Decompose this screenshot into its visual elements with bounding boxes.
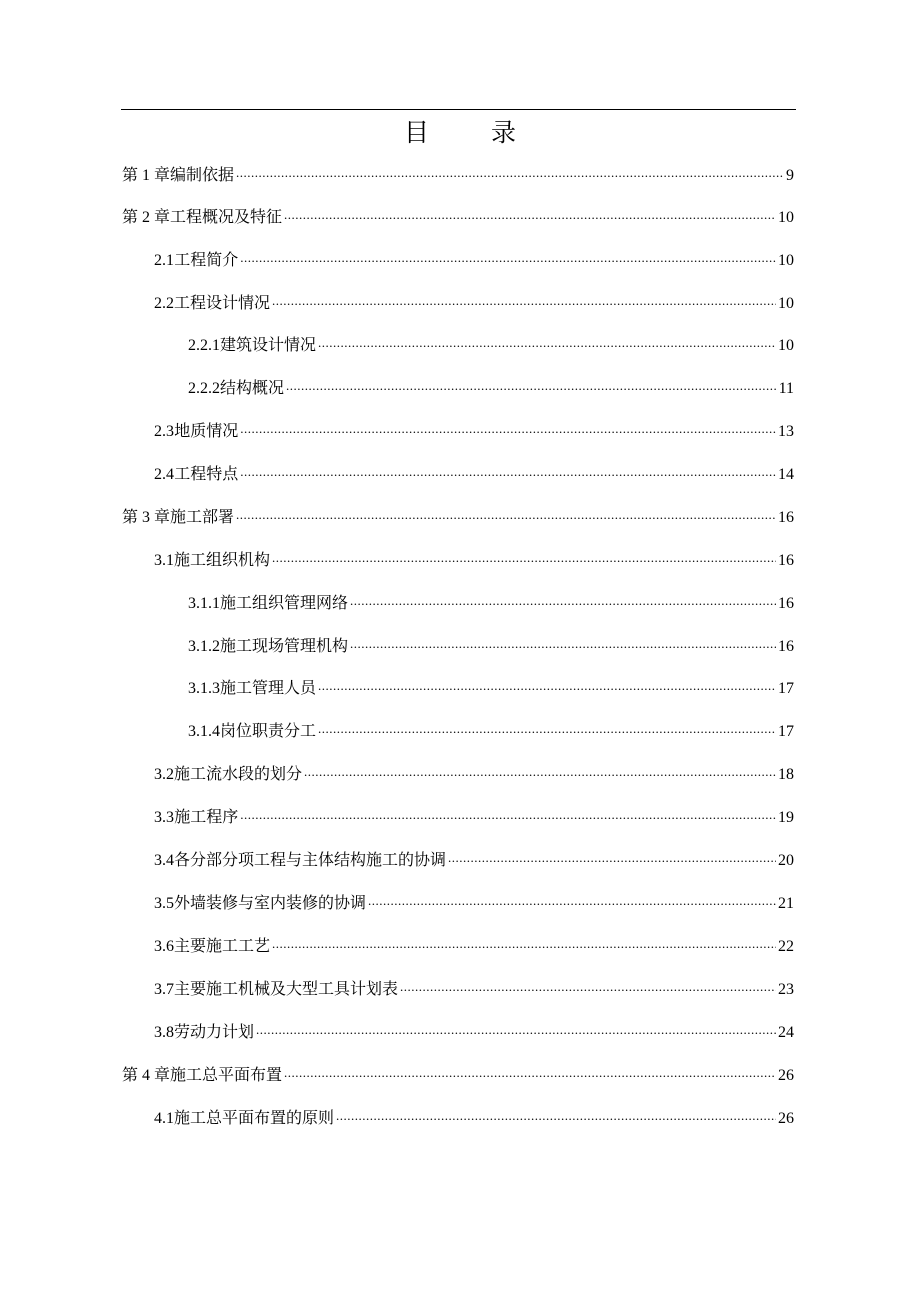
toc-entry[interactable]: [154, 1101, 794, 1137]
toc-entry-page: 16: [778, 638, 794, 655]
toc-entry-title: 施工部署: [170, 509, 235, 526]
toc-entry-page: 20: [778, 852, 794, 869]
toc-dot-leader: [286, 368, 777, 404]
toc-entry-page: 26: [778, 1110, 794, 1127]
toc-entry[interactable]: [154, 886, 794, 922]
toc-entry[interactable]: [122, 1058, 794, 1094]
toc-entry-page: 10: [778, 295, 794, 312]
toc-entry-title: 施工总平面布置: [170, 1067, 283, 1084]
toc-entry[interactable]: [154, 800, 794, 836]
toc-entry-number: 2.2: [154, 295, 174, 312]
toc-entry-number: 第 1 章: [122, 167, 171, 184]
page-title: [0, 115, 920, 153]
toc-entry[interactable]: [154, 757, 794, 793]
toc-entry-title: 结构概况: [220, 380, 285, 397]
toc-entry-title: 工程简介: [174, 252, 239, 269]
toc-dot-leader: [240, 411, 776, 447]
toc-dot-leader: [272, 283, 776, 319]
toc-entry-title: 建筑设计情况: [220, 337, 317, 354]
toc-entry-title: 地质情况: [174, 423, 239, 440]
toc-entry-page: 16: [778, 552, 794, 569]
toc-entry-number: 第 2 章: [122, 209, 171, 226]
toc-entry-number: 第 4 章: [122, 1067, 171, 1084]
toc-entry-title: 主要施工机械及大型工具计划表: [174, 981, 399, 998]
toc-dot-leader: [272, 540, 776, 576]
toc-dot-leader: [240, 454, 776, 490]
toc-entry-title: 各分部分项工程与主体结构施工的协调: [174, 852, 447, 869]
toc-entry-number: 3.4: [154, 852, 174, 869]
toc-entry[interactable]: [188, 586, 794, 622]
toc-entry-page: 9: [786, 167, 794, 184]
toc-entry[interactable]: [122, 158, 794, 194]
toc-entry[interactable]: [188, 714, 794, 750]
toc-dot-leader: [284, 197, 776, 233]
toc-entry-title: 施工总平面布置的原则: [174, 1110, 335, 1127]
toc-dot-leader: [318, 325, 776, 361]
toc-entry[interactable]: [154, 243, 794, 279]
toc-entry-title: 工程特点: [174, 466, 239, 483]
toc-entry-number: 2.1: [154, 252, 174, 269]
toc-dot-leader: [400, 969, 776, 1005]
toc-entry[interactable]: [188, 328, 794, 364]
toc-dot-leader: [318, 711, 776, 747]
toc-entry[interactable]: [154, 543, 794, 579]
toc-entry-page: 17: [778, 680, 794, 697]
toc-entry-page: 16: [778, 509, 794, 526]
toc-entry-page: 24: [778, 1024, 794, 1041]
toc-entry-page: 10: [778, 209, 794, 226]
toc-entry-page: 21: [778, 895, 794, 912]
toc-entry-title: 工程设计情况: [174, 295, 271, 312]
toc-dot-leader: [304, 754, 776, 790]
toc-entry-number: 3.7: [154, 981, 174, 998]
toc-entry[interactable]: [122, 200, 794, 236]
toc-entry-title: 施工组织管理网络: [220, 595, 349, 612]
toc-entry-number: 3.3: [154, 809, 174, 826]
toc-entry-title: 主要施工工艺: [174, 938, 271, 955]
toc-entry-page: 26: [778, 1067, 794, 1084]
toc-entry-number: 2.2.1: [188, 337, 220, 354]
toc-entry-page: 19: [778, 809, 794, 826]
toc-entry-title: 工程概况及特征: [170, 209, 283, 226]
toc-entry-title: 外墙装修与室内装修的协调: [174, 895, 367, 912]
toc-entry-page: 18: [778, 766, 794, 783]
toc-dot-leader: [236, 497, 776, 533]
toc-entry-page: 10: [778, 337, 794, 354]
toc-dot-leader: [256, 1012, 776, 1048]
header-rule: [121, 109, 796, 110]
toc-dot-leader: [368, 883, 776, 919]
toc-entry[interactable]: [154, 972, 794, 1008]
toc-entry[interactable]: [154, 1015, 794, 1051]
toc-entry[interactable]: [154, 286, 794, 322]
toc-entry-number: 3.5: [154, 895, 174, 912]
toc-dot-leader: [236, 155, 784, 191]
toc-entry-number: 3.1.1: [188, 595, 220, 612]
toc-entry[interactable]: [154, 843, 794, 879]
toc-entry-number: 3.1.2: [188, 638, 220, 655]
toc-entry[interactable]: [188, 671, 794, 707]
toc-entry-page: 10: [778, 252, 794, 269]
toc-dot-leader: [240, 240, 776, 276]
toc-dot-leader: [272, 926, 776, 962]
toc-entry-page: 23: [778, 981, 794, 998]
toc-entry[interactable]: [122, 500, 794, 536]
toc-entry-title: 施工组织机构: [174, 552, 271, 569]
toc-entry-number: 3.2: [154, 766, 174, 783]
toc-dot-leader: [350, 626, 776, 662]
toc-entry-number: 2.2.2: [188, 380, 220, 397]
toc-entry-number: 3.1.3: [188, 680, 220, 697]
toc-dot-leader: [284, 1055, 776, 1091]
toc-entry-page: 11: [778, 380, 794, 397]
toc-entry[interactable]: [154, 414, 794, 450]
toc-dot-leader: [350, 583, 776, 619]
toc-entry-title: 施工现场管理机构: [220, 638, 349, 655]
toc-dot-leader: [240, 797, 776, 833]
toc-entry-title: 岗位职责分工: [220, 723, 317, 740]
toc-entry-number: 3.1.4: [188, 723, 220, 740]
toc-dot-leader: [318, 668, 776, 704]
toc-entry-number: 2.3: [154, 423, 174, 440]
toc-entry-page: 22: [778, 938, 794, 955]
toc-entry-number: 第 3 章: [122, 509, 171, 526]
toc-entry-page: 14: [778, 466, 794, 483]
toc-entry-page: 16: [778, 595, 794, 612]
title-char-2: 录: [491, 120, 517, 147]
toc-entry[interactable]: [188, 629, 794, 665]
toc-entry-title: 劳动力计划: [174, 1024, 255, 1041]
toc-dot-leader: [336, 1098, 776, 1134]
title-char-1: 目: [403, 120, 429, 147]
toc-entry-number: 3.6: [154, 938, 174, 955]
toc-entry-number: 4.1: [154, 1110, 174, 1127]
toc-entry-title: 施工流水段的划分: [174, 766, 303, 783]
toc-entry[interactable]: [154, 929, 794, 965]
toc-entry-page: 17: [778, 723, 794, 740]
toc-entry-number: 2.4: [154, 466, 174, 483]
toc-entry[interactable]: [154, 457, 794, 493]
toc-entry-title: 编制依据: [170, 167, 235, 184]
toc-entry-page: 13: [778, 423, 794, 440]
toc-entry-title: 施工程序: [174, 809, 239, 826]
toc-entry-number: 3.8: [154, 1024, 174, 1041]
toc-entry[interactable]: [188, 371, 794, 407]
toc-entry-title: 施工管理人员: [220, 680, 317, 697]
toc-dot-leader: [448, 840, 776, 876]
toc-entry-number: 3.1: [154, 552, 174, 569]
